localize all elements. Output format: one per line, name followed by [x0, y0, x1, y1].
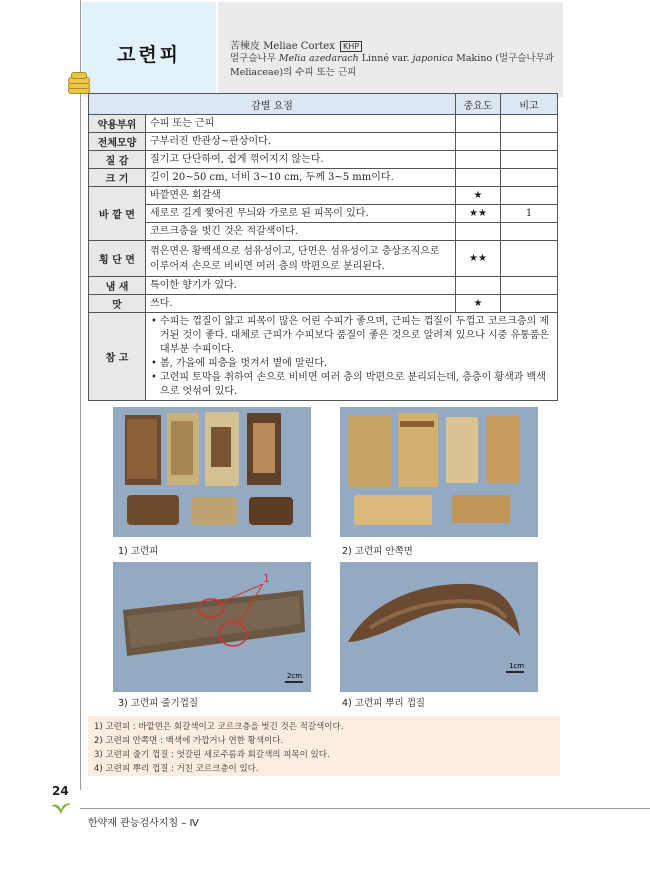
col-note: 비고 — [501, 94, 558, 115]
origin-variety: japonica — [412, 53, 454, 64]
photo-legend — [88, 716, 560, 776]
coin-stack-icon — [66, 71, 90, 93]
khp-badge: KHP — [340, 41, 362, 52]
list-item: • 봄, 가을에 피층을 벗겨서 볕에 말린다. — [160, 357, 553, 371]
list-item: • 고련피 토막을 취하여 손으로 비비면 여러 층의 박편으로 분리되는데, 층층이 황색과 백색으로 엇섞여 있다. — [160, 371, 553, 399]
row-label: 전체모양 — [89, 133, 146, 151]
list-item: • 수피는 껍질이 얇고 피목이 많은 어린 수피가 좋으며, 근피는 껍질이 두껍고 코르크층의 제거된 것이 좋다. 대체로 근피가 수피보다 품질이 좋은 것으로 알려져 있으나 시중 유통품은 대부분 수피이다. — [160, 315, 553, 357]
book-title: 한약재 관능검사지침 – Ⅳ — [88, 818, 199, 829]
table-row — [89, 277, 558, 295]
table-row — [89, 133, 558, 151]
table-row — [89, 295, 558, 313]
row-text: 길이 20~50 cm, 너비 3~10 cm, 두께 3~5 mm이다. — [146, 169, 456, 187]
table-row — [89, 313, 558, 401]
note-ref: 1 — [501, 205, 558, 223]
photo-caption: 1) 고련피 — [118, 546, 159, 557]
table-row — [89, 223, 558, 241]
row-text: 꺾은면은 황백색으로 섬유성이고, 단면은 섬유성이고 층상조직으로 이루어져 손으로 비비면 여러 층의 박편으로 분리된다. — [146, 241, 456, 277]
table-row — [89, 115, 558, 133]
herb-hanja: 苦楝皮 — [230, 41, 260, 52]
row-label: 횡 단 면 — [89, 241, 146, 277]
importance-stars: ★ — [456, 295, 501, 313]
page-title: 고련피 — [116, 44, 182, 66]
row-label: 질 감 — [89, 151, 146, 169]
table-row — [89, 151, 558, 169]
origin-plant: 멀구슬나무 — [230, 53, 276, 64]
legend-item: 1) 고련피 : 바깥면은 회갈색이고 코르크층을 벗긴 것은 적갈색이다. — [94, 722, 344, 732]
identification-table — [88, 93, 558, 401]
origin-species: Melia azedarach — [278, 53, 359, 64]
leaf-icon — [50, 800, 72, 820]
scale-label: 1cm — [509, 662, 525, 670]
col-importance: 중요도 — [456, 94, 501, 115]
origin-rest: Makino (멀구슬나무과 Meliaceae)의 수피 또는 근피 — [230, 53, 554, 78]
herb-origin — [230, 52, 560, 80]
table-row — [89, 169, 558, 187]
photo-caption: 4) 고련피 뿌리 껍질 — [342, 698, 426, 709]
row-text: 코르크층을 벗긴 것은 적갈색이다. — [146, 223, 456, 241]
row-text: 수피 또는 근피 — [146, 115, 456, 133]
legend-item: 4) 고련피 뿌리 껍질 : 거친 코르크층이 있다. — [94, 764, 259, 774]
note-ref — [501, 223, 558, 241]
table-row — [89, 205, 558, 223]
footer-divider — [80, 808, 650, 809]
importance-stars: ★★ — [456, 241, 501, 277]
photo-stem-bark — [113, 562, 311, 692]
importance-stars: ★ — [456, 187, 501, 205]
legend-item: 3) 고련피 줄기 껍질 : 엇갈린 세로주름과 회갈색의 피목이 있다. — [94, 750, 330, 760]
page-number: 24 — [52, 784, 69, 798]
table-header — [89, 94, 558, 115]
row-text: 쓰다. — [146, 295, 456, 313]
photo-caption: 2) 고련피 안쪽면 — [342, 546, 413, 557]
row-text: 특이한 향기가 있다. — [146, 277, 456, 295]
margin-line — [80, 0, 81, 790]
importance-stars — [456, 223, 501, 241]
callout-number: 1 — [263, 572, 270, 585]
importance-stars: ★★ — [456, 205, 501, 223]
row-label: 맛 — [89, 295, 146, 313]
row-text: 구부러진 반관상~관상이다. — [146, 133, 456, 151]
photo-cortex — [113, 407, 311, 537]
col-main: 감별 요점 — [89, 94, 456, 115]
row-text: 세로로 길게 찢어진 무늬와 가로로 된 피목이 있다. — [146, 205, 456, 223]
row-text: 질기고 단단하여, 쉽게 꺾어지지 않는다. — [146, 151, 456, 169]
row-label: 약용부위 — [89, 115, 146, 133]
photo-caption: 3) 고련피 줄기껍질 — [118, 698, 199, 709]
table-row — [89, 187, 558, 205]
photo-inner-surface — [340, 407, 538, 537]
origin-author: Linné var. — [361, 53, 410, 64]
row-label: 바 깥 면 — [89, 187, 146, 241]
legend-item: 2) 고련피 안쪽면 : 백색에 가깝거나 연한 황색이다. — [94, 736, 284, 746]
title-box — [82, 2, 216, 97]
row-label: 냄 새 — [89, 277, 146, 295]
reference-list — [150, 315, 553, 399]
table-row — [89, 241, 558, 277]
scale-label: 2cm — [287, 672, 303, 680]
row-text: 바깥면은 회갈색 — [146, 187, 456, 205]
herb-name-line — [230, 37, 362, 52]
note-ref — [501, 187, 558, 205]
row-label: 참 고 — [89, 313, 146, 401]
reference-cell — [146, 313, 558, 401]
photo-root-bark — [340, 562, 538, 692]
herb-latin: Meliae Cortex — [263, 41, 335, 52]
row-label: 크 기 — [89, 169, 146, 187]
description-box — [218, 2, 563, 97]
